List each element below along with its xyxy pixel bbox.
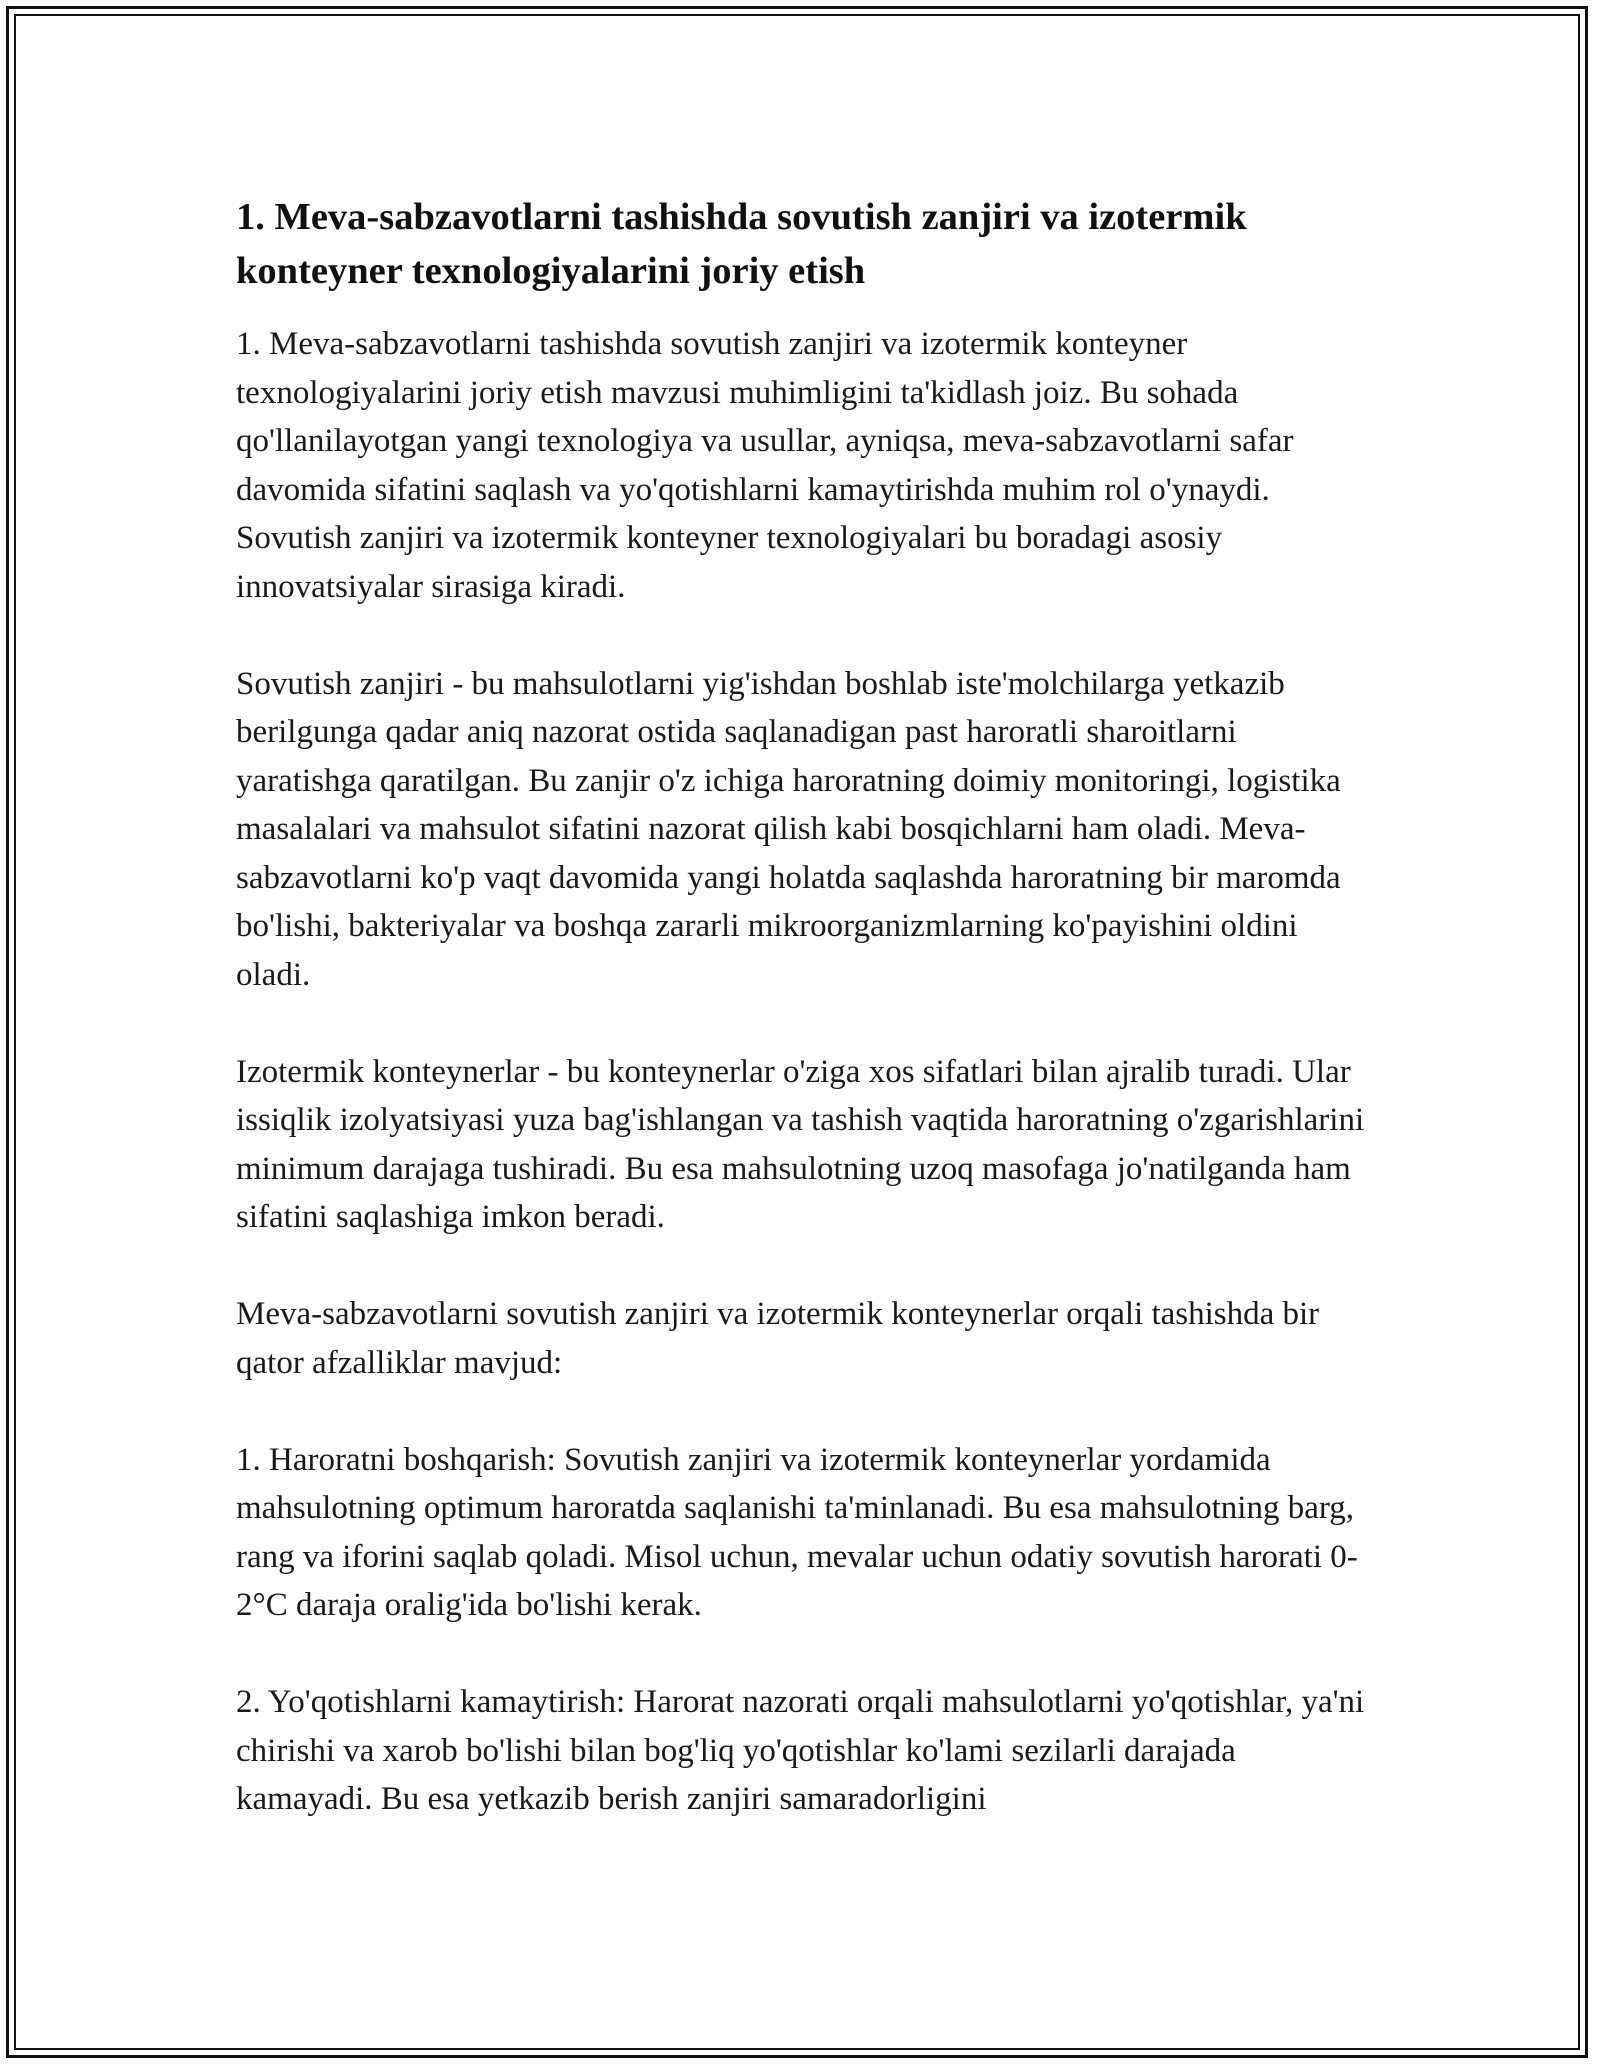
paragraph-intro: 1. Meva-sabzavotlarni tashishda sovutish zanjiri va izotermik konteyner texnologiyalarini joriy etish mavzusi muhimligini ta'kidlash joiz. Bu sohada qo'llanilayotgan yangi texnologiya va usullar, ayniqsa, meva-sabzavotlarni safar davomida sifatini saqlash va yo'qotishlarni kamaytirishda muhim rol o'ynaydi. Sovutish zanjiri va izotermik konteyner texnologiyalari bu boradagi asosiy innovatsiyalar sirasiga kiradi. (236, 326, 1294, 605)
paragraph-temperature-control: 1. Haroratni boshqarish: Sovutish zanjiri va izotermik konteynerlar yordamida mahsulotning optimum haroratda saqlanishi ta'minlanadi. Bu esa mahsulotning barg, rang va iforini saqlab qoladi. Misol uchun, mevalar uchun odatiy sovutish harorati 0-2°C daraja oralig'ida bo'lishi kerak. (236, 1441, 1358, 1623)
paragraph-cold-chain: Sovutish zanjiri - bu mahsulotlarni yig'ishdan boshlab iste'molchilarga yetkazib berilgunga qadar aniq nazorat ostida saqlanadigan past haroratli sharoitlarni yaratishga qaratilgan. Bu zanjir o'z ichiga haroratning doimiy monitoringi, logistika masalalari va mahsulot sifatini nazorat qilish kabi bosqichlarni ham oladi. Meva-sabzavotlarni ko'p vaqt davomida yangi holatda saqlashda haroratning bir maromda bo'lishi, bakteriyalar va boshqa zararli mikroorganizmlarning ko'payishini oldini oladi. (236, 665, 1341, 993)
document-title: 1. Meva-sabzavotlarni tashishda sovutish zanjiri va izotermik konteyner texnologiyalarini joriy etish (236, 196, 1247, 292)
paragraph-loss-reduction: 2. Yo'qotishlarni kamaytirish: Harorat nazorati orqali mahsulotlarni yo'qotishlar, ya'ni chirishi va xarob bo'lishi bilan bog'liq yo'qotishlar ko'lami sezilarli darajada kamayadi. Bu esa yetkazib berish zanjiri samaradorligini (236, 1684, 1365, 1817)
paragraph-isothermal-containers: Izotermik konteynerlar - bu konteynerlar o'ziga xos sifatlari bilan ajralib turadi. Ular issiqlik izolyatsiyasi yuza bag'ishlangan va tashish vaqtida haroratning o'zgarishlarini minimum darajaga tushiradi. Bu esa mahsulotning uzoq masofaga jo'natilganda ham sifatini saqlashiga imkon beradi. (236, 1053, 1365, 1235)
document-body (236, 190, 1366, 1872)
paragraph-advantages-intro: Meva-sabzavotlarni sovutish zanjiri va izotermik konteynerlar orqali tashishda bir qator afzalliklar mavjud: (236, 1296, 1320, 1381)
